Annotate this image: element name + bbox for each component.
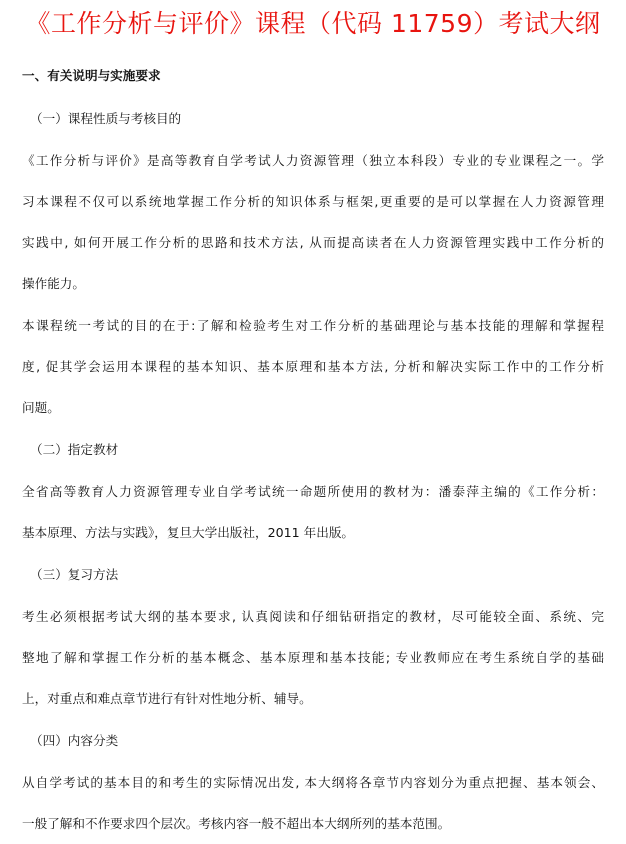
document-title: 《工作分析与评价》课程（代码 11759）考试大纲 — [25, 9, 601, 38]
paragraph-line: 上，对重点和难点章节进行有针对性地分析、辅导。 — [22, 691, 312, 706]
subsection-heading: （二）指定教材 — [30, 442, 119, 457]
paragraph-line: 实践中, 如何开展工作分析的思路和技术方法, 从而提高读者在人力资源管理实践中工作分析的 — [22, 235, 604, 250]
subsection-heading: （一）课程性质与考核目的 — [30, 111, 182, 126]
paragraph-line: 操作能力。 — [22, 276, 85, 291]
subsection-heading: （三）复习方法 — [30, 567, 119, 582]
paragraph-line: 基本原理、方法与实践》，复旦大学出版社，2011 年出版。 — [22, 525, 355, 540]
paragraph-line: 本课程统一考试的目的在于:了解和检验考生对工作分析的基础理论与基本技能的理解和掌握程 — [22, 318, 604, 333]
paragraph-line: 从自学考试的基本目的和考生的实际情况出发, 本大纲将各章节内容划分为重点把握、基本领会、 — [22, 775, 604, 790]
paragraph-line: 问题。 — [22, 400, 60, 415]
paragraph-line: 整地了解和掌握工作分析的基本概念、基本原理和基本技能; 专业教师应在考生系统自学的基础 — [22, 650, 604, 665]
paragraph-line: 一般了解和不作要求四个层次。考核内容一般不超出本大纲所列的基本范围。 — [22, 816, 451, 831]
section-heading: 一、有关说明与实施要求 — [22, 68, 161, 83]
paragraph-line: 《工作分析与评价》是高等教育自学考试人力资源管理（独立本科段）专业的专业课程之一。学 — [22, 153, 604, 168]
paragraph-line: 考生必须根据考试大纲的基本要求, 认真阅读和仔细钻研指定的教材，尽可能较全面、系统、完 — [22, 609, 604, 624]
paragraph-line: 全省高等教育人力资源管理专业自学考试统一命题所使用的教材为：潘泰萍主编的《工作分析： — [22, 484, 604, 499]
paragraph-line: 习本课程不仅可以系统地掌握工作分析的知识体系与框架,更重要的是可以掌握在人力资源管理 — [22, 194, 604, 209]
paragraph-line: 度, 促其学会运用本课程的基本知识、基本原理和基本方法, 分析和解决实际工作中的工作分析 — [22, 359, 604, 374]
subsection-heading: （四）内容分类 — [30, 733, 119, 748]
